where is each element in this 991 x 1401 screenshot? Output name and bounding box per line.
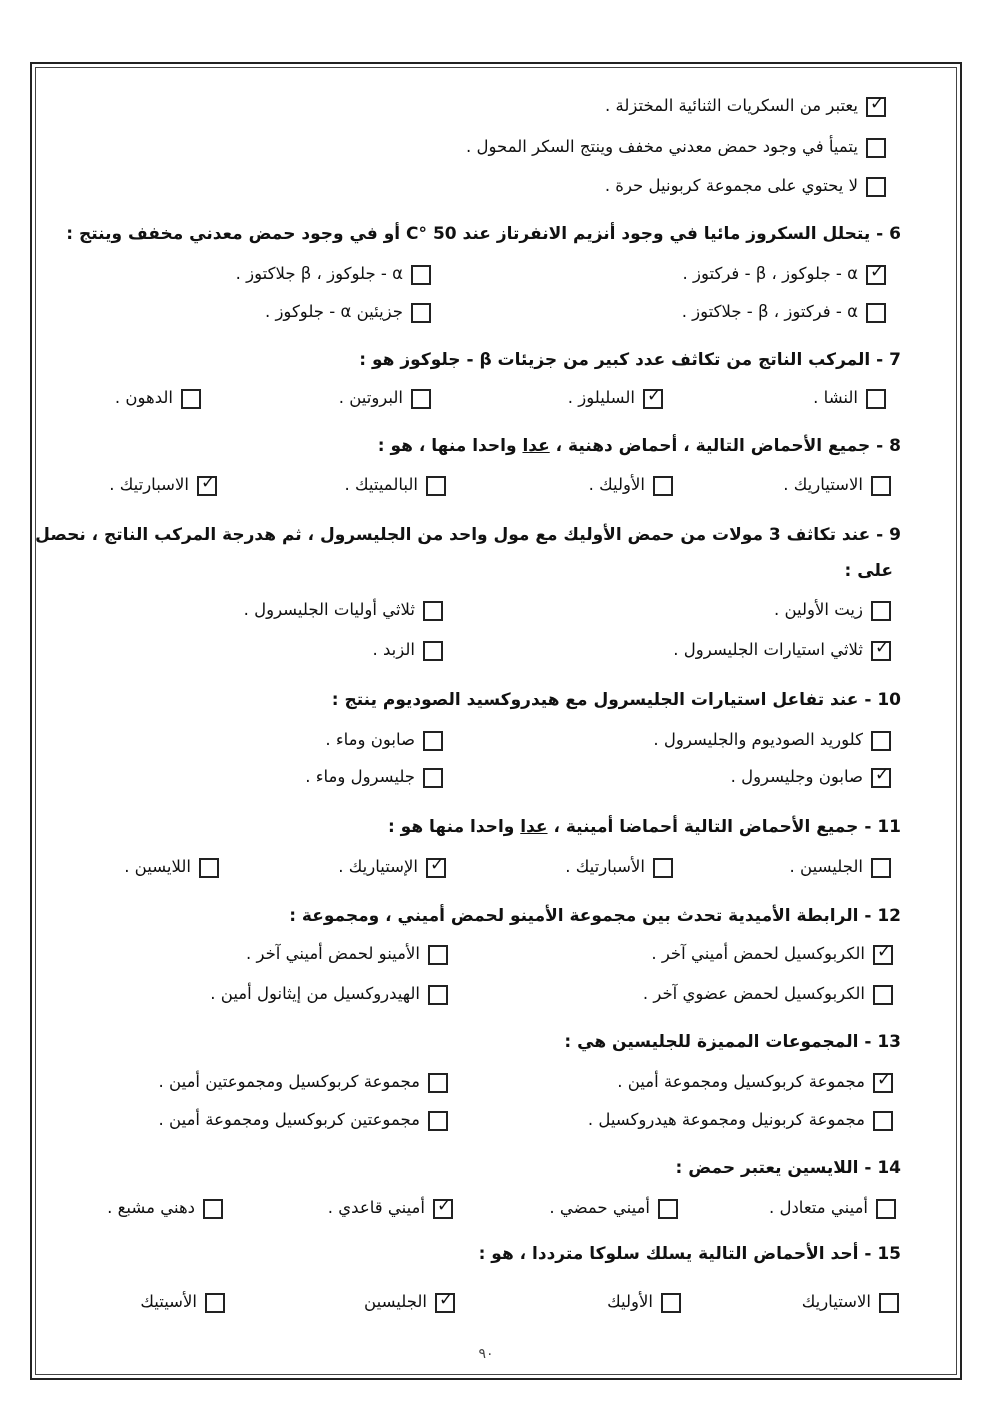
q5-option-1[interactable]: ✓يعتبر من السكريات الثنائية المختزلة .	[605, 96, 886, 117]
q9-option-2[interactable]: ثلاثي أوليات الجليسرول .	[244, 600, 443, 621]
q5-option-2[interactable]: يتميأ في وجود حمض معدني مخفف وينتج السكر المحول .	[466, 137, 886, 158]
q6-option-2[interactable]: α - جلوكوز ، β جلاكتوز .	[236, 264, 431, 285]
checkbox[interactable]	[871, 768, 891, 788]
q7-option-4[interactable]: الدهون .	[115, 388, 201, 409]
question-9-continuation: على :	[844, 561, 893, 581]
q7-option-2[interactable]: ✓السليلوز .	[568, 388, 663, 409]
q6-option-1[interactable]: ✓α - جلوكوز ، β - فركتوز .	[683, 264, 886, 285]
question-12: 12 - الرابطة الأميدية تحدث بين مجموعة الأمينو لحمض أميني ، ومجموعة :	[289, 906, 901, 926]
checkbox[interactable]	[197, 476, 217, 496]
q12-option-4[interactable]: الهيدروكسيل من إيثانول أمين .	[210, 984, 448, 1005]
checkbox[interactable]	[871, 476, 891, 496]
q12-option-1[interactable]: ✓الكربوكسيل لحمض أميني آخر .	[651, 944, 893, 965]
checkbox[interactable]	[428, 985, 448, 1005]
q6-option-4[interactable]: جزيئين α - جلوكوز .	[265, 302, 431, 323]
checkbox[interactable]	[653, 858, 673, 878]
question-10: 10 - عند تفاعل استيارات الجليسرول مع هيدروكسيد الصوديوم ينتج :	[331, 690, 901, 710]
question-14: 14 - اللايسين يعتبر حمض :	[675, 1158, 901, 1178]
checkbox[interactable]	[643, 389, 663, 409]
checkbox[interactable]	[873, 985, 893, 1005]
checkbox[interactable]	[873, 1073, 893, 1093]
checkbox[interactable]	[866, 265, 886, 285]
q15-option-3[interactable]: ✓الجليسين	[364, 1292, 455, 1313]
checkbox[interactable]	[873, 1111, 893, 1131]
q11-option-1[interactable]: الجليسين .	[790, 857, 891, 878]
checkbox[interactable]	[411, 303, 431, 323]
q13-option-4[interactable]: مجموعتين كربوكسيل ومجموعة أمين .	[159, 1110, 448, 1131]
q15-option-1[interactable]: الاستياريك	[802, 1292, 899, 1313]
checkbox[interactable]	[873, 945, 893, 965]
checkbox[interactable]	[866, 177, 886, 197]
q14-option-1[interactable]: أميني متعادل .	[769, 1198, 896, 1219]
q10-option-4[interactable]: جليسرول وماء .	[305, 767, 443, 788]
q9-option-1[interactable]: زيت الأولين .	[774, 600, 891, 621]
checkbox[interactable]	[426, 858, 446, 878]
checkbox[interactable]	[423, 641, 443, 661]
checkbox[interactable]	[866, 97, 886, 117]
checkbox[interactable]	[199, 858, 219, 878]
question-7: 7 - المركب الناتج من تكاثف عدد كبير من جزيئات β - جلوكوز هو :	[359, 350, 901, 370]
checkbox[interactable]	[411, 265, 431, 285]
question-15: 15 - أحد الأحماض التالية يسلك سلوكا مترددا ، هو :	[478, 1244, 901, 1264]
q14-option-3[interactable]: ✓أميني قاعدي .	[328, 1198, 453, 1219]
q8-option-1[interactable]: الاستياريك .	[783, 475, 891, 496]
checkbox[interactable]	[433, 1199, 453, 1219]
checkbox[interactable]	[866, 138, 886, 158]
q12-option-2[interactable]: الأمينو لحمض أميني آخر .	[246, 944, 448, 965]
checkbox[interactable]	[428, 1073, 448, 1093]
checkbox[interactable]	[876, 1199, 896, 1219]
checkbox[interactable]	[423, 731, 443, 751]
question-9: 9 - عند تكاثف 3 مولات من حمض الأوليك مع مول واحد من الجليسرول ، ثم هدرجة المركب الناتج ، نحصل	[35, 525, 901, 545]
q8-option-4[interactable]: ✓الاسبارتيك .	[109, 475, 217, 496]
q5-option-3[interactable]: لا يحتوي على مجموعة كربونيل حرة .	[605, 176, 886, 197]
question-11: 11 - جميع الأحماض التالية أحماضا أمينية ، عدا واحدا منها هو :	[387, 817, 901, 837]
checkbox[interactable]	[205, 1293, 225, 1313]
checkbox[interactable]	[435, 1293, 455, 1313]
checkbox[interactable]	[879, 1293, 899, 1313]
checkbox[interactable]	[871, 858, 891, 878]
checkbox[interactable]	[181, 389, 201, 409]
q7-option-1[interactable]: النشا .	[813, 388, 886, 409]
q11-option-2[interactable]: الأسبارتيك .	[565, 857, 673, 878]
q11-option-3[interactable]: ✓الإستياريك .	[338, 857, 446, 878]
q6-option-3[interactable]: α - فركتوز ، β - جلاكتوز .	[682, 302, 886, 323]
q7-option-3[interactable]: البروتين .	[339, 388, 431, 409]
checkbox[interactable]	[653, 476, 673, 496]
question-8: 8 - جميع الأحماض التالية ، أحماض دهنية ، عدا واحدا منها ، هو :	[377, 436, 901, 456]
checkbox[interactable]	[661, 1293, 681, 1313]
checkbox[interactable]	[426, 476, 446, 496]
checkbox[interactable]	[411, 389, 431, 409]
q10-option-1[interactable]: كلوريد الصوديوم والجليسرول .	[653, 730, 891, 751]
checkbox[interactable]	[428, 945, 448, 965]
page-number: ٩٠	[478, 1346, 494, 1362]
q9-option-4[interactable]: الزبد .	[373, 640, 443, 661]
checkbox[interactable]	[871, 731, 891, 751]
checkbox[interactable]	[423, 601, 443, 621]
checkbox[interactable]	[871, 601, 891, 621]
q13-option-3[interactable]: مجموعة كربونيل ومجموعة هيدروكسيل .	[588, 1110, 893, 1131]
q8-option-3[interactable]: البالميتيك .	[344, 475, 446, 496]
checkbox[interactable]	[871, 641, 891, 661]
q9-option-3[interactable]: ✓ثلاثي استيارات الجليسرول .	[673, 640, 891, 661]
checkbox[interactable]	[866, 303, 886, 323]
q14-option-4[interactable]: دهني مشبع .	[107, 1198, 223, 1219]
question-6: 6 - يتحلل السكروز مائيا في وجود أنزيم الانفرتاز عند 50 °C أو في وجود حمض معدني مخفف وينتج :	[66, 224, 901, 244]
q15-option-2[interactable]: الأوليك	[607, 1292, 681, 1313]
checkbox[interactable]	[203, 1199, 223, 1219]
checkbox[interactable]	[658, 1199, 678, 1219]
checkbox[interactable]	[423, 768, 443, 788]
checkbox[interactable]	[428, 1111, 448, 1131]
q8-option-2[interactable]: الأوليك .	[589, 475, 673, 496]
q15-option-4[interactable]: الأسيتيك	[140, 1292, 225, 1313]
q14-option-2[interactable]: أميني حمضي .	[549, 1198, 678, 1219]
q13-option-2[interactable]: مجموعة كربوكسيل ومجموعتين أمين .	[159, 1072, 448, 1093]
q12-option-3[interactable]: الكربوكسيل لحمض عضوي آخر .	[643, 984, 893, 1005]
q13-option-1[interactable]: ✓مجموعة كربوكسيل ومجموعة أمين .	[617, 1072, 893, 1093]
q11-option-4[interactable]: اللايسين .	[124, 857, 219, 878]
q10-option-3[interactable]: ✓صابون وجليسرول .	[731, 767, 891, 788]
q10-option-2[interactable]: صابون وماء .	[325, 730, 443, 751]
question-13: 13 - المجموعات المميزة للجليسين هي :	[564, 1032, 901, 1052]
checkbox[interactable]	[866, 389, 886, 409]
